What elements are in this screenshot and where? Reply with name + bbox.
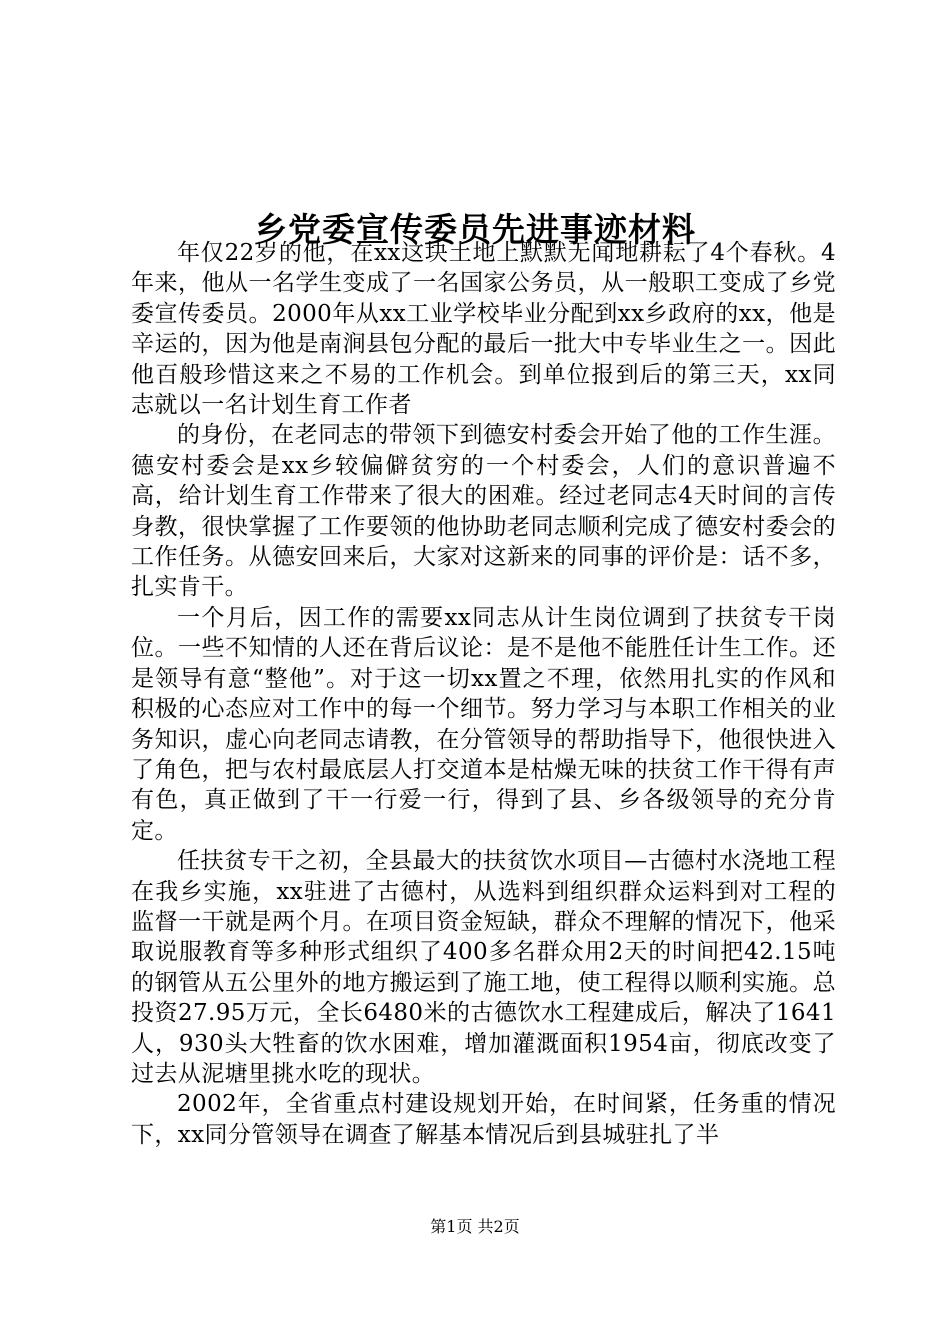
document-title: 乡党委宣传委员先进事迹材料 [254,210,696,250]
document-body [131,238,836,1150]
paragraph-4: 任扶贫专干之初，全县最大的扶贫饮水项目—古德村水浇地工程在我乡实施，xx驻进了古德村，从选料到组织群众运料到对工程的监督一干就是两个月。在项目资金短缺，群众不理解的情况下，他采取说服教育等多种形式组织了400多名群众用2天的时间把42.15吨的钢管从五公里外的地方搬运到了施工地，使工程得以顺利实施。总投资27.95万元，全长6480米的古德饮水工程建成后，解决了1641人，930头大牲畜的饮水困难，增加灌溉面积1954亩，彻底改变了过去从泥塘里挑水吃的现状。 [131,848,836,1087]
paragraph-2: 的身份，在老同志的带领下到德安村委会开始了他的工作生涯。德安村委会是xx乡较偏僻贫穷的一个村委会，人们的意识普遍不高，给计划生育工作带来了很大的困难。经过老同志4天时间的言传身教，很快掌握了工作要领的他协助老同志顺利完成了德安村委会的工作任务。从德安回来后，大家对这新来的同事的评价是：话不多，扎实肯干。 [131,422,836,601]
paragraph-5: 2002年，全省重点村建设规划开始，在时间紧，任务重的情况下，xx同分管领导在调查了解基本情况后到县城驻扎了半 [131,1091,836,1148]
page-number-footer: 第1页 共2页 [430,1217,520,1236]
paragraph-1: 年仅22岁的他，在xx这块土地上默默无闻地耕耘了4个春秋。4年来，他从一名学生变成了一名国家公务员，从一般职工变成了乡党委宣传委员。2000年从xx工业学校毕业分配到xx乡政府的xx，他是辛运的，因为他是南涧县包分配的最后一批大中专毕业生之一。因此他百般珍惜这来之不易的工作机会。到单位报到后的第三天，xx同志就以一名计划生育工作者 [131,240,836,419]
paragraph-3: 一个月后，因工作的需要xx同志从计生岗位调到了扶贫专干岗位。一些不知情的人还在背后议论：是不是他不能胜任计生工作。还是领导有意“整他”。对于这一切xx置之不理，依然用扎实的作风和积极的心态应对工作中的每一个细节。努力学习与本职工作相关的业务知识，虚心向老同志请教，在分管领导的帮助指导下，他很快进入了角色，把与农村最底层人打交道本是枯燥无味的扶贫工作干得有声有色，真正做到了干一行爱一行，得到了县、乡各级领导的充分肯定。 [131,604,836,844]
